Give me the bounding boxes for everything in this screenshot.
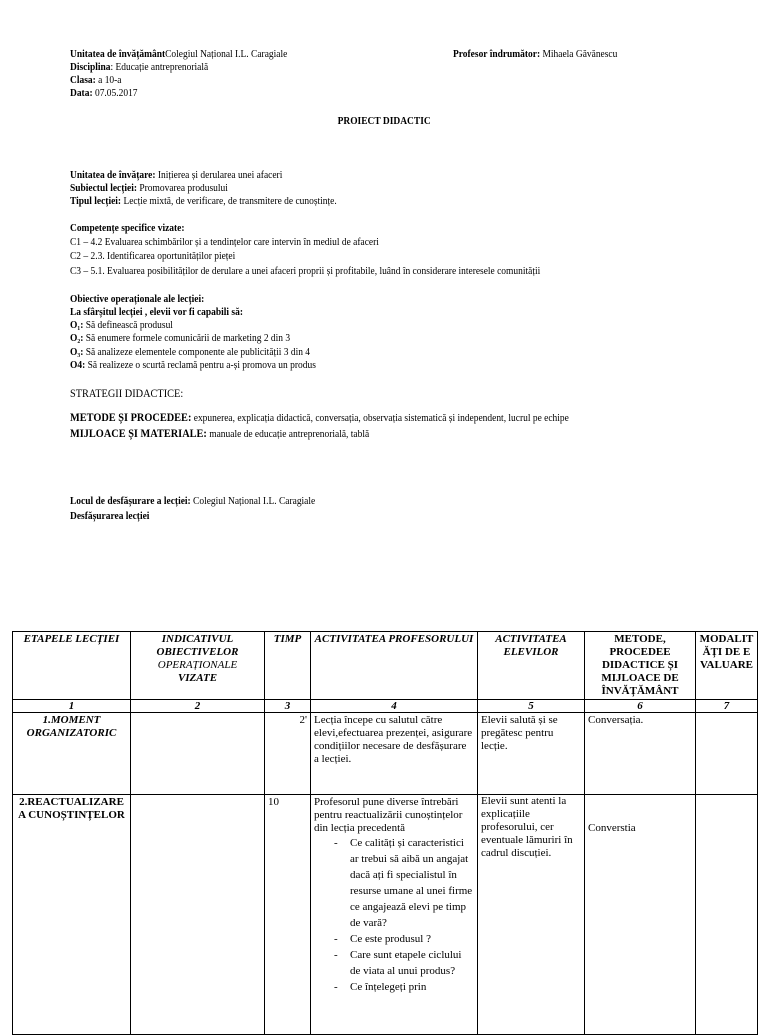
data-label: Data:: [70, 87, 93, 99]
unitate-value: Colegiul Național I.L. Caragiale: [165, 48, 288, 60]
list-item: - Ce înțelegeți prin: [334, 981, 427, 993]
etapa-cell: 2.REACTUALIZAREA CUNOȘTINȚELOR: [13, 795, 131, 1035]
obiectiv-1: [70, 319, 190, 332]
indicativ-cell: [131, 795, 265, 1035]
subiect-line: [70, 182, 254, 195]
obiectiv-4-code: O4:: [70, 359, 86, 371]
col-number: 1: [13, 700, 131, 713]
col-number: 2: [131, 700, 265, 713]
metode-label: METODE ȘI PROCEDEE:: [70, 410, 192, 424]
metode-text: Converstia: [588, 822, 636, 834]
profesor-cell: [311, 795, 478, 1035]
page-title: [0, 115, 768, 128]
col-header-elevi: ACTIVITATEA ELEVILOR: [478, 632, 585, 700]
table-header-row: [13, 632, 758, 700]
obiectiv-1-text: Să definească produsul: [83, 319, 173, 331]
competente-heading: [70, 222, 203, 235]
competenta-1: [70, 236, 429, 249]
unitate-invatare-value: Inițierea și derularea unei afaceri: [157, 169, 283, 181]
desfasurarea-heading: [70, 510, 162, 523]
table-row: [13, 795, 758, 1035]
table-row: [13, 713, 758, 795]
obiectiv-3-code: O₃:: [70, 346, 84, 358]
strategii-heading: [70, 387, 202, 400]
tip-label: Tipul lecției:: [70, 195, 122, 207]
col-header-profesor: ACTIVITATEA PROFESORULUI: [311, 632, 478, 700]
lesson-table: [12, 631, 758, 1035]
obiective-heading-text: Obiective operaționale ale lecției:: [70, 293, 205, 305]
strategii-heading-text: STRATEGII DIDACTICE:: [70, 386, 184, 400]
col-header-indicativ-a: INDICATIVUL OBIECTIVELOR: [156, 633, 239, 658]
page-title-text: PROIECT DIDACTIC: [337, 115, 431, 127]
disciplina-line: [70, 61, 231, 74]
metode-line: [70, 411, 650, 425]
competenta-2-text: C2 – 2.3. Identificarea oportunităților pieței: [70, 250, 236, 262]
desfasurarea-heading-text: Desfășurarea lecției: [70, 510, 150, 522]
obiective-subheading-text: La sfârșitul lecției , elevii vor fi capabili să:: [70, 306, 243, 318]
col-number: 3: [265, 700, 311, 713]
mijloace-line: [70, 427, 418, 441]
list-item: - Ce calități și caracteristici ar trebui să aibă un angajat dacă ați fi specialistul în resurse umane al unei firme ce angajează elevi pe timp de vară?: [334, 837, 473, 929]
profesor-line: [453, 48, 644, 61]
tip-value: Lecție mixtă, de verificare, de transmitere de cunoștințe.: [123, 195, 337, 207]
clasa-line: [70, 74, 130, 87]
obiectiv-4-text: Să realizeze o scurtă reclamă pentru a-și promova un produs: [85, 359, 316, 371]
data-line: [70, 87, 149, 100]
question-list: [314, 835, 474, 995]
col-number: 4: [311, 700, 478, 713]
obiectiv-3: [70, 346, 349, 359]
disciplina-label: Disciplina: [70, 61, 111, 73]
metode-value: expunerea, explicația didactică, conversația, observația sistematică și independent, lucrul pe echipe: [191, 412, 569, 424]
col-header-etape: ETAPELE LECȚIEI: [13, 632, 131, 700]
obiectiv-2: [70, 332, 326, 345]
unitate-invatare-line: [70, 169, 317, 182]
metode-cell: Conversația.: [585, 713, 696, 795]
obiective-subheading: [70, 306, 271, 319]
subiect-value: Promovarea produsului: [139, 182, 228, 194]
obiective-heading: [70, 293, 226, 306]
profesor-label: Profesor îndrumător:: [453, 48, 541, 60]
locul-label: Locul de desfășurare a lecției:: [70, 495, 191, 507]
col-header-indicativ-c: VIZATE: [177, 672, 218, 684]
col-header-evaluare: MODALITĂȚI DE EVALUARE: [696, 632, 758, 700]
col-number: 6: [585, 700, 696, 713]
competenta-2: [70, 250, 262, 263]
header-line-1: [70, 48, 323, 61]
elevi-cell: Elevii sunt atenti la explicațiile profesorului, cer eventuale lămuriri în cadrul discuției.: [478, 795, 585, 1035]
clasa-value: a 10-a: [98, 74, 122, 86]
unitate-invatare-label: Unitatea de învățare:: [70, 169, 156, 181]
disciplina-value: : Educație antreprenorială: [110, 61, 209, 73]
evaluare-cell: [696, 795, 758, 1035]
unitate-label: Unitatea de învățământ: [70, 48, 166, 60]
evaluare-cell: [696, 713, 758, 795]
obiectiv-2-code: O₂:: [70, 332, 84, 344]
competenta-1-text: C1 – 4.2 Evaluarea schimbărilor și a tendințelor care intervin în mediul de afaceri: [70, 236, 379, 248]
competenta-3-text: C3 – 5.1. Evaluarea posibilităților de derulare a unei afaceri proprii și profitabile, luând în considerare interesele comunității: [70, 265, 541, 277]
metode-cell: [585, 795, 696, 1035]
table-number-row: [13, 700, 758, 713]
clasa-label: Clasa:: [70, 74, 96, 86]
subiect-label: Subiectul lecției:: [70, 182, 137, 194]
timp-cell: 2': [265, 713, 311, 795]
data-value: 07.05.2017: [94, 87, 138, 99]
list-item: - Care sunt etapele ciclului de viata al unui produs?: [334, 949, 462, 977]
locul-value: Colegiul Național I.L. Caragiale: [190, 495, 316, 507]
col-header-indicativ: [131, 632, 265, 700]
obiectiv-2-text: Să enumere formele comunicării de marketing 2 din 3: [83, 332, 291, 344]
competente-heading-text: Competențe specifice vizate:: [70, 222, 185, 234]
locul-line: [70, 495, 355, 508]
col-header-indicativ-b: OPERAȚIONALE: [157, 659, 238, 671]
mijloace-value: manuale de educație antreprenorială, tablă: [206, 428, 370, 440]
obiectiv-3-text: Să analizeze elementele componente ale publicității 3 din 4: [83, 346, 311, 358]
col-number: 7: [696, 700, 758, 713]
etapa-cell: 1.MOMENT ORGANIZATORIC: [13, 713, 131, 795]
profesor-text: Profesorul pune diverse întrebări pentru reactualizării cunoștințelor din lecția precedentă: [314, 796, 463, 834]
profesor-cell: Lecția începe cu salutul către elevi,efectuarea prezenței, asigurare condițiilor necesare de desfășurare a lecției.: [311, 713, 478, 795]
profesor-value: Mihaela Găvănescu: [542, 48, 618, 60]
tip-line: [70, 195, 380, 208]
col-number: 5: [478, 700, 585, 713]
list-item: - Ce este produsul ?: [334, 933, 431, 945]
indicativ-cell: [131, 713, 265, 795]
obiectiv-4: [70, 359, 356, 372]
col-header-metode: METODE, PROCEDEE DIDACTICE ȘI MIJLOACE DE ÎNVĂȚĂMÂNT: [585, 632, 696, 700]
col-header-timp: TIMP: [265, 632, 311, 700]
elevi-cell: Elevii salută și se pregătesc pentru lecție.: [478, 713, 585, 795]
timp-cell: 10: [265, 795, 311, 1035]
competenta-3: [70, 265, 617, 278]
obiectiv-1-code: O₁:: [70, 319, 84, 331]
mijloace-label: MIJLOACE ȘI MATERIALE:: [70, 426, 207, 440]
